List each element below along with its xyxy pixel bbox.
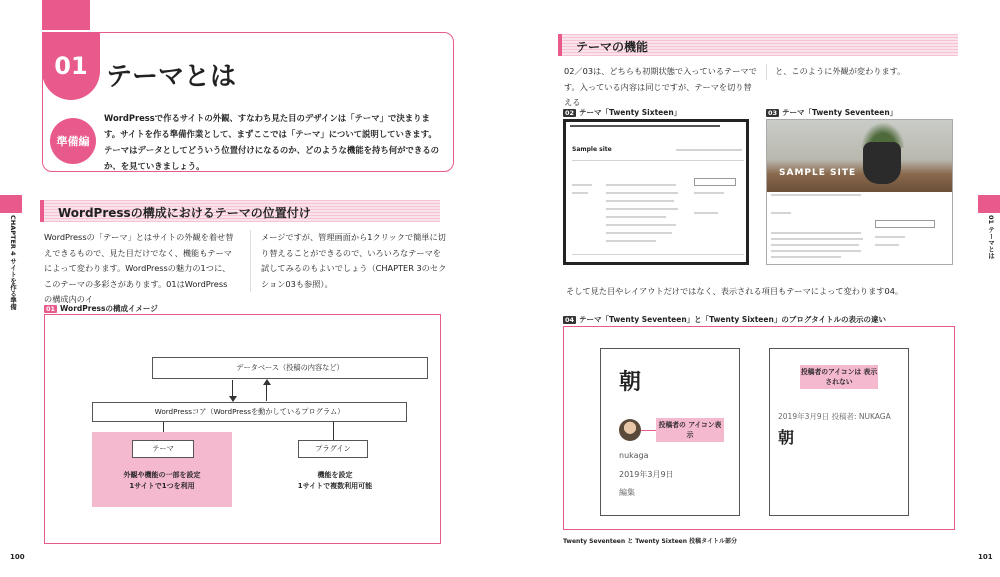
figure-3-title: テーマ「Twenty Seventeen」: [782, 108, 898, 117]
right-running-head: 01 テーマとは: [987, 215, 995, 259]
card1-post-title: 朝: [619, 370, 642, 395]
theme-desc-line-1: 外観や機能の一部を設定: [123, 471, 201, 479]
section-heading-features: テーマの機能: [558, 34, 958, 56]
shot2-search: [875, 220, 935, 228]
card1-date: 2019年3月9日: [619, 470, 674, 479]
plugin-desc-line-1: 機能を設定: [317, 471, 353, 479]
right-side-tab: [978, 195, 1000, 213]
figure-caption: Twenty Seventeen と Twenty Sixteen 投稿タイトル部分: [563, 538, 737, 545]
theme-description: [92, 470, 232, 492]
chapter-title: テーマとは: [106, 62, 237, 92]
card2-post-title: 朝: [778, 428, 795, 447]
shot1-site-title: Sample site: [572, 146, 612, 153]
body-column-1: WordPressの「テーマ」とはサイトの外観を着せ替えできるもので、見た目だけでなく、機能もテーマによって変わります。WordPressの魅力の1つに、このテーマの多彩さがあります。01はWordPressの構成内のイ: [44, 232, 234, 304]
prep-badge: 準備編: [50, 118, 96, 164]
theme-box: テーマ: [132, 440, 194, 458]
top-accent-bar: [42, 0, 90, 30]
twenty-sixteen-screenshot: [563, 119, 749, 265]
header-photo: [767, 120, 952, 192]
section-heading-position: WordPressの構成におけるテーマの位置付け: [40, 200, 440, 222]
shot1-divider: [572, 160, 744, 161]
plugin-desc-line-2: 1サイトで複数利用可能: [297, 482, 373, 490]
figure-3-label: [766, 107, 897, 118]
author-avatar: [619, 419, 641, 441]
figure-3-number: 03: [768, 109, 778, 117]
card1-category: 編集: [619, 488, 635, 497]
shot2-nav: [771, 194, 861, 196]
twenty-seventeen-screenshot: [766, 119, 953, 265]
body-sentence: そして見た目やレイアウトだけではなく、表示される項目もテーマによって変わります04。: [566, 286, 904, 296]
figure-1-title: WordPressの構成イメージ: [60, 304, 158, 313]
card1-author: nukaga: [619, 451, 649, 460]
figure-2-label: [563, 107, 681, 118]
chapter-number: 01: [42, 32, 100, 100]
callout-avatar-shown: 投稿者の アイコン表示: [656, 418, 724, 442]
figure-1-number: 01: [46, 305, 56, 313]
intro-text: WordPressで作るサイトの外観、すなわち見た目のデザインは「テーマ」で決まります。サイトを作る準備作業として、まずここでは「テーマ」について説明していきます。テーマはデータとしてどういう位置付けになるのか、どのような機能を持ち何ができるのか、を見ていきましょう。: [104, 113, 439, 171]
body-column-4: と、このように外観が変わります。: [766, 64, 956, 80]
database-box: データベース（投稿の内容など）: [152, 357, 428, 379]
connector-plugin: [333, 422, 334, 440]
plant-pot: [863, 142, 901, 184]
figure-2-number: 02: [565, 109, 575, 117]
left-running-head: CHAPTER 4 サイトを作る準備: [9, 215, 17, 310]
figure-4-title: テーマ「Twenty Seventeen」と「Twenty Sixteen」のブログタイトルの表示の違い: [579, 315, 887, 324]
shot1-search: [694, 178, 736, 186]
left-side-tab: [0, 195, 22, 213]
body-column-3: 02／03は、どちらも初期状態で入っているテーマです。入っている内容は同じですが、テーマを切り替える: [564, 66, 757, 107]
callout1-pointer: [641, 430, 656, 431]
page-number-left: 100: [10, 553, 25, 561]
figure-1-label: [44, 303, 158, 314]
body-column-2: メージですが、管理画面から1クリックで簡単に切り替えることができるので、いろいろなテーマを試してみるのもよいでしょう（CHAPTER 3のセクション03も参照）。: [250, 230, 448, 292]
callout-avatar-hidden: 投稿者のアイコンは 表示されない: [800, 365, 878, 389]
plugin-description: [265, 470, 405, 492]
shot1-nav: [676, 149, 742, 151]
figure-1-frame: [44, 314, 441, 544]
figure-4-label: [563, 314, 886, 325]
page-number-right: 101: [978, 553, 993, 561]
shot2-site-title: SAMPLE SITE: [779, 168, 857, 178]
theme-desc-line-2: 1サイトで1つを利用: [129, 482, 195, 490]
figure-4-number: 04: [565, 316, 575, 324]
browser-bar: [570, 125, 720, 127]
card2-meta: 2019年3月9日 投稿者: NUKAGA: [778, 412, 891, 421]
figure-2-title: テーマ「Twenty Sixteen」: [579, 108, 682, 117]
wordpress-core-box: WordPressコア（WordPressを動かしているプログラム）: [92, 402, 407, 422]
plugin-box: プラグイン: [298, 440, 368, 458]
arrow-up-head: [263, 379, 271, 385]
